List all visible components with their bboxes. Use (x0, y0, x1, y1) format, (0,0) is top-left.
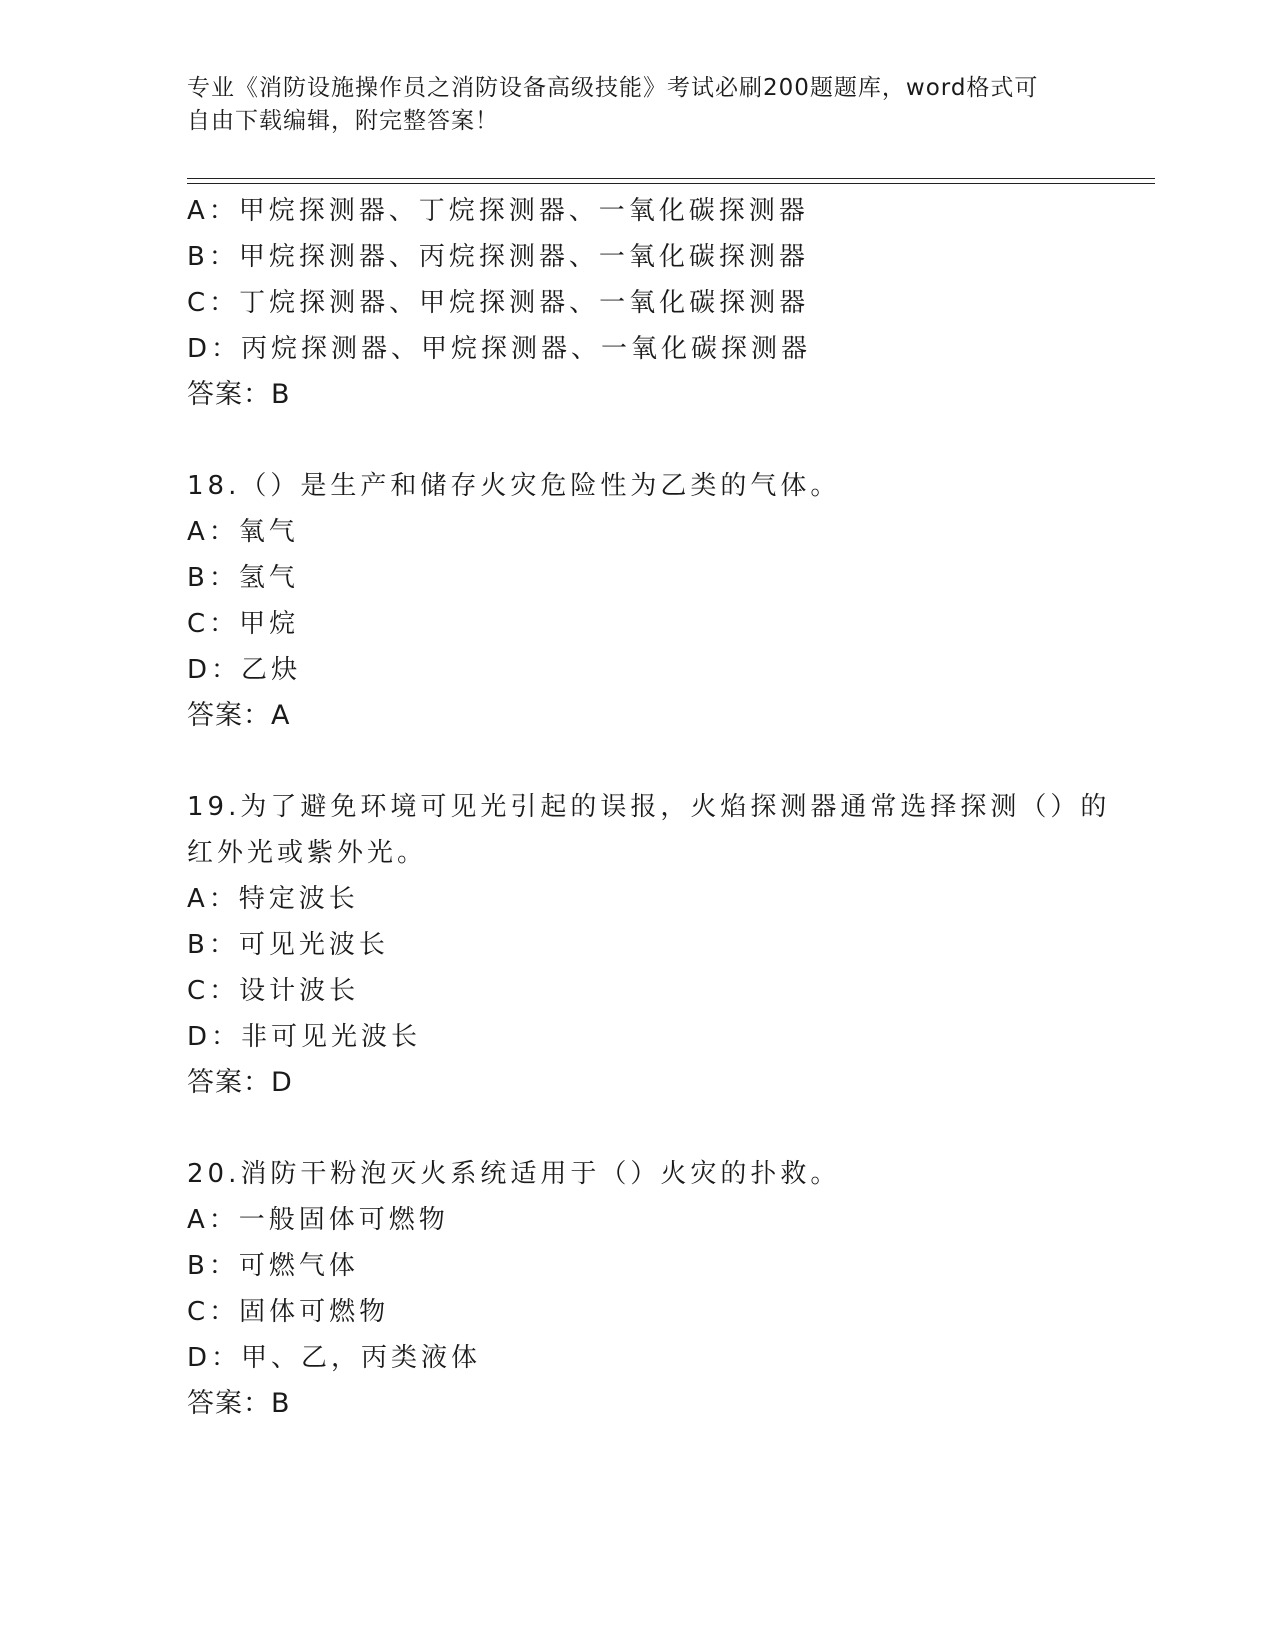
option-b: B：可见光波长 (187, 930, 389, 960)
header-line-1: 专业《消防设施操作员之消防设备高级技能》考试必刷200题题库，word格式可 (187, 75, 1039, 101)
option-b: B：甲烷探测器、丙烷探测器、一氧化碳探测器 (187, 242, 809, 272)
question-text: 18.（）是生产和储存火灾危险性为乙类的气体。 (187, 471, 841, 501)
option-c: C：设计波长 (187, 976, 360, 1006)
answer: 答案：B (187, 379, 291, 410)
option-b: B：氢气 (187, 563, 299, 593)
header-line-2: 自由下载编辑，附完整答案！ (187, 108, 499, 134)
answer: 答案：A (187, 700, 291, 731)
option-c: C：丁烷探测器、甲烷探测器、一氧化碳探测器 (187, 288, 810, 318)
option-d: D：乙炔 (187, 655, 302, 685)
option-d: D：甲、乙，丙类液体 (187, 1343, 482, 1373)
question-18 (187, 463, 1087, 739)
option-a: A：特定波长 (187, 884, 359, 914)
question-20 (187, 1151, 1087, 1427)
option-d: D：丙烷探测器、甲烷探测器、一氧化碳探测器 (187, 334, 812, 364)
option-a: A：甲烷探测器、丁烷探测器、一氧化碳探测器 (187, 196, 809, 226)
option-d: D：非可见光波长 (187, 1022, 422, 1052)
header-divider-top (187, 178, 1155, 179)
option-a: A：一般固体可燃物 (187, 1205, 449, 1235)
option-c: C：甲烷 (187, 609, 300, 639)
header-divider-bottom (187, 183, 1155, 184)
question-text: 20.消防干粉泡灭火系统适用于（）火灾的扑救。 (187, 1159, 841, 1189)
option-c: C：固体可燃物 (187, 1297, 390, 1327)
answer: 答案：B (187, 1388, 291, 1419)
question-17 (187, 188, 1087, 418)
question-text-line-2: 红外光或紫外光。 (187, 838, 428, 868)
question-text-line-1: 19.为了避免环境可见光引起的误报，火焰探测器通常选择探测（）的 (187, 792, 1111, 822)
option-b: B：可燃气体 (187, 1251, 359, 1281)
answer: 答案：D (187, 1067, 293, 1098)
question-19 (187, 784, 1111, 1106)
option-a: A：氧气 (187, 517, 299, 547)
question-list (187, 188, 1111, 1427)
document-header (187, 72, 1067, 138)
